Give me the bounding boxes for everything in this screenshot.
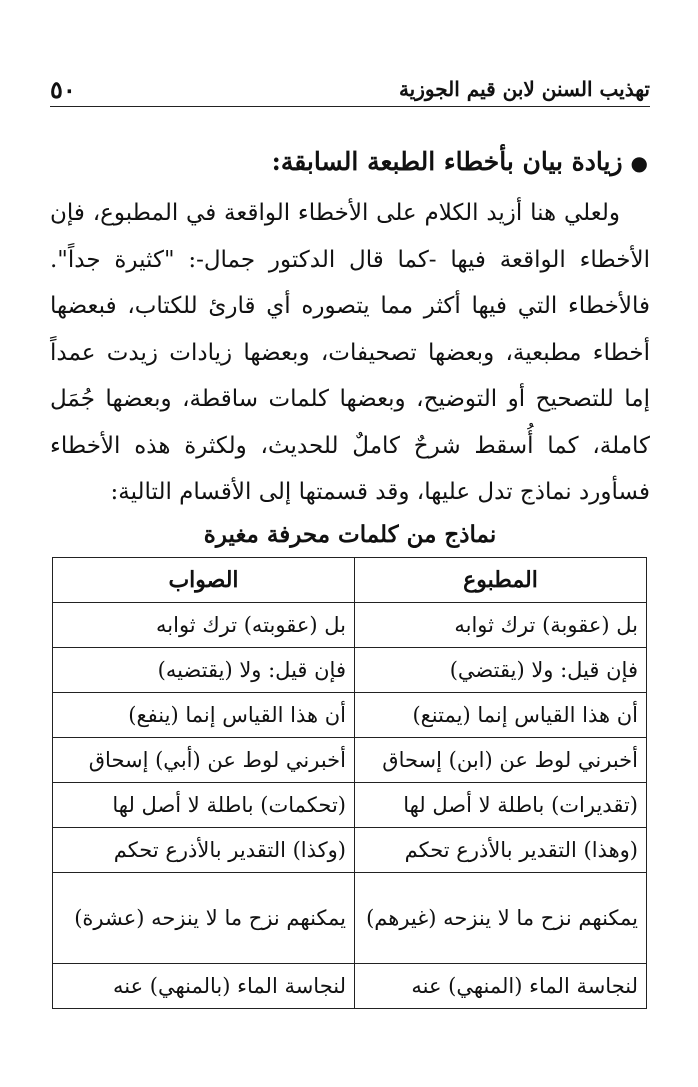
printed-cell: بل (عقوبة) ترك ثوابه — [355, 603, 647, 648]
correct-cell: بل (عقوبته) ترك ثوابه — [53, 603, 355, 648]
printed-cell: أخبرني لوط عن (ابن) إسحاق — [355, 738, 647, 783]
correct-cell: يمكنهم نزح ما لا ينزحه (عشرة) — [53, 873, 355, 964]
table-row — [53, 828, 647, 873]
printed-cell: (وهذا) التقدير بالأذرع تحكم — [355, 828, 647, 873]
correct-cell: لنجاسة الماء (بالمنهي) عنه — [53, 964, 355, 1009]
page-header — [50, 72, 650, 107]
section-heading-text: زيادة بيان بأخطاء الطبعة السابقة: — [271, 147, 623, 176]
printed-cell: (تقديرات) باطلة لا أصل لها — [355, 783, 647, 828]
correct-cell: أن هذا القياس إنما (ينفع) — [53, 693, 355, 738]
table-row — [53, 964, 647, 1009]
running-title: تهذيب السنن لابن قيم الجوزية — [398, 77, 650, 101]
printed-cell: أن هذا القياس إنما (يمتنع) — [355, 693, 647, 738]
printed-cell: يمكنهم نزح ما لا ينزحه (غيرهم) — [355, 873, 647, 964]
table-row — [53, 648, 647, 693]
printed-cell: فإن قيل: ولا (يقتضي) — [355, 648, 647, 693]
table-row — [53, 603, 647, 648]
table-row — [53, 783, 647, 828]
section-heading — [48, 142, 648, 183]
correct-cell: (تحكمات) باطلة لا أصل لها — [53, 783, 355, 828]
correct-cell: (وكذا) التقدير بالأذرع تحكم — [53, 828, 355, 873]
corrections-table — [52, 557, 647, 1009]
header-correct: الصواب — [53, 558, 355, 603]
bullet-icon: ● — [630, 151, 648, 175]
table-title: نماذج من كلمات محرفة مغيرة — [203, 521, 497, 548]
table-row — [53, 738, 647, 783]
body-text — [50, 190, 650, 516]
printed-cell: لنجاسة الماء (المنهي) عنه — [355, 964, 647, 1009]
paragraph: ولعلي هنا أزيد الكلام على الأخطاء الواقعة في المطبوع، فإن الأخطاء الواقعة فيها -كما قال الدكتور جمال-: "كثيرة جداً". فالأخطاء التي فيها أكثر مما يتصوره أي قارئ للكتاب، فبعضها أخطاء مطبعية، وبعضها تصحيفات، وبعضها زيادات زيدت عمداً إما للتصحيح أو التوضيح، وبعضها كلمات ساقطة، وبعضها جُمَل كاملة، كما أُسقط شرحٌ كاملٌ للحديث، ولكثرة هذه الأخطاء فسأورد نماذج تدل عليها، وقد قسمتها إلى الأقسام التالية: — [50, 200, 650, 505]
table-row — [53, 873, 647, 964]
correct-cell: أخبرني لوط عن (أبي) إسحاق — [53, 738, 355, 783]
table-row — [53, 693, 647, 738]
header-printed: المطبوع — [355, 558, 647, 603]
correct-cell: فإن قيل: ولا (يقتضيه) — [53, 648, 355, 693]
table-header-row — [53, 558, 647, 603]
page-number: ٥٠ — [50, 74, 76, 104]
